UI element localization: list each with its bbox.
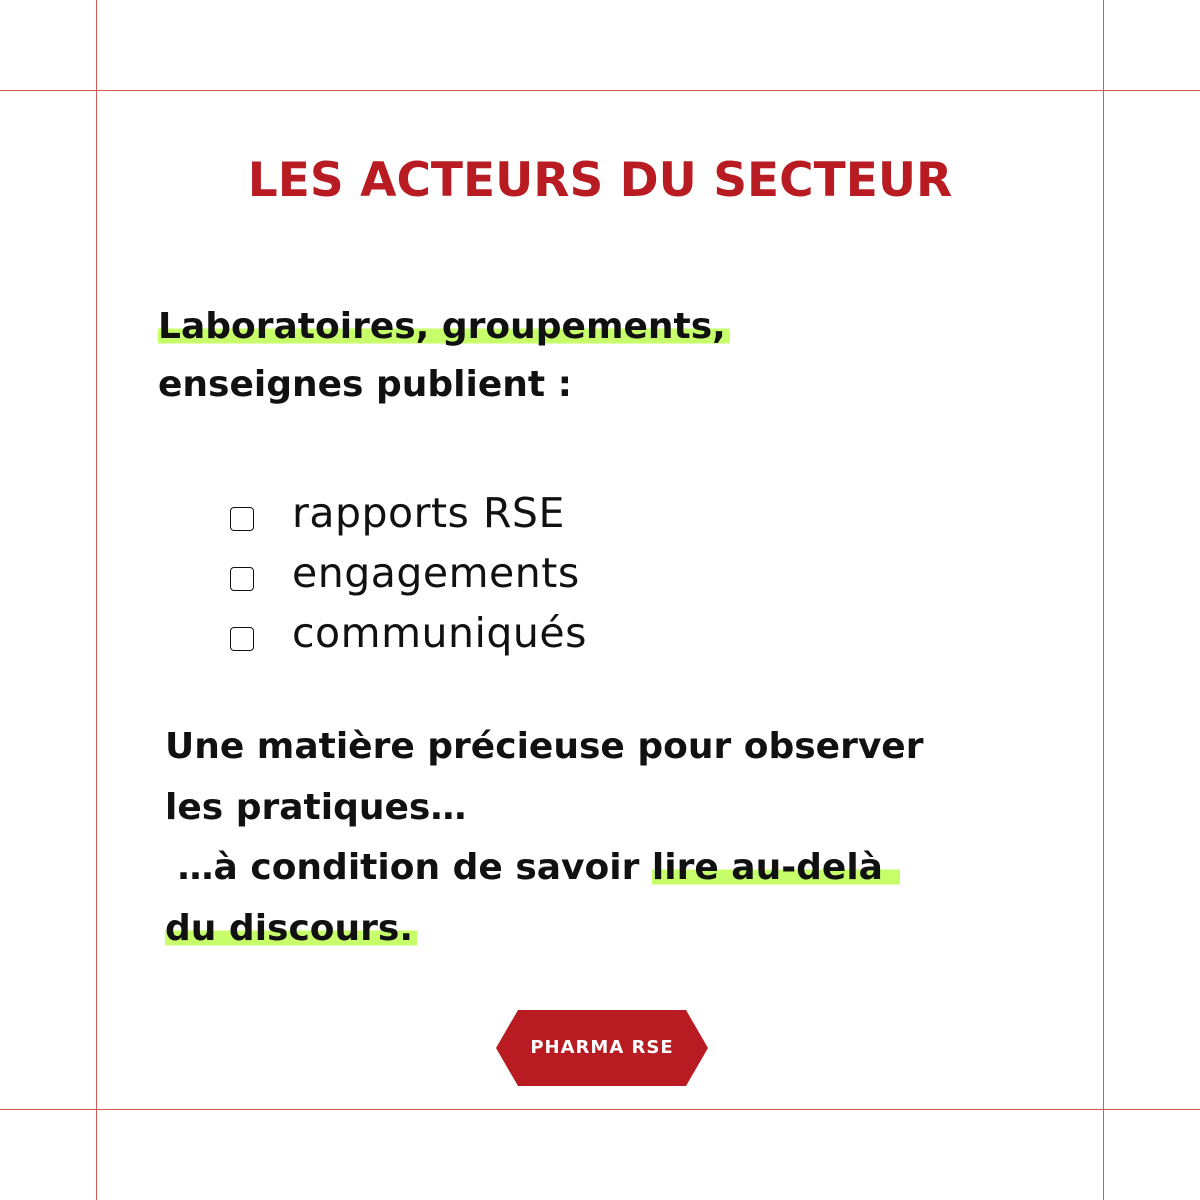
checklist [230,483,587,663]
checklist-item[interactable] [230,483,587,543]
guide-line-top [0,90,1200,91]
conclusion-line-2: les pratiques… [165,786,467,828]
intro-text [158,298,1058,414]
conclusion-line-3-prefix: …à condition de savoir [165,847,652,888]
intro-highlight: Laboratoires, groupements, [158,306,730,347]
conclusion-highlight-2: du discours. [165,908,417,949]
checklist-item-label: rapports RSE [292,489,565,537]
checklist-item-label: communiqués [292,609,587,657]
pharma-rse-badge [496,1010,708,1086]
checkbox-icon[interactable] [230,627,254,651]
guide-line-bottom [0,1109,1200,1110]
page-title: LES ACTEURS DU SECTEUR [247,153,953,208]
checkbox-icon[interactable] [230,567,254,591]
conclusion-text [165,717,1065,959]
checkbox-icon[interactable] [230,507,254,531]
intro-line-2: enseignes publient : [158,364,573,405]
conclusion-highlight-1: lire au-delà [652,847,900,888]
conclusion-line-3 [165,838,1065,899]
checklist-item-label: engagements [292,549,580,597]
conclusion-line-1: Une matière précieuse pour observer [165,726,924,767]
checklist-item[interactable] [230,603,587,663]
conclusion-line-4 [165,899,1065,960]
checklist-item[interactable] [230,543,587,603]
badge-label: PHARMA RSE [530,1037,674,1058]
